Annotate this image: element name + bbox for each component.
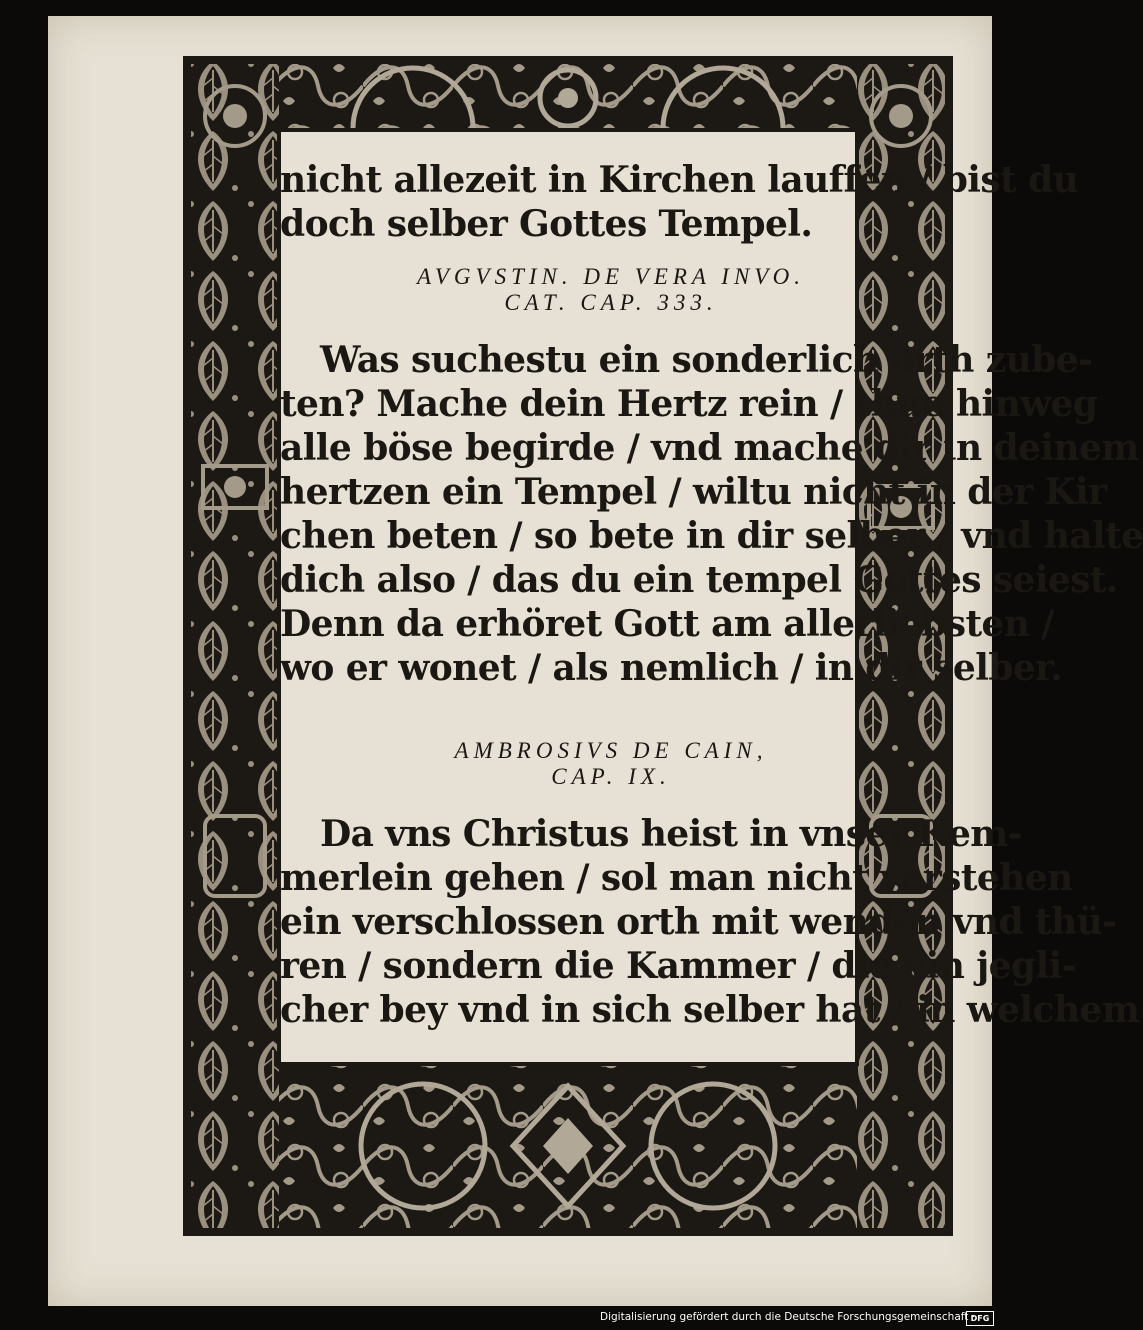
- section-heading-augustin: AVGVSTIN. DE VERA INVO.: [416, 264, 806, 289]
- text-line: chen beten / so bete in dir selber / vnd halte: [280, 515, 1143, 557]
- text-line: ten? Mache dein Hertz rein / thue hinweg: [280, 383, 1098, 425]
- book-page: [48, 16, 1143, 1306]
- text-line: cher bey vnd in sich selber hat / in welchem: [280, 989, 1140, 1031]
- text-line: hertzen ein Tempel / wiltu nicht in der Kir: [280, 471, 1107, 513]
- text-line: dich also / das du ein tempel Gottes seiest.: [280, 559, 1118, 601]
- text-line: Was suchestu ein sonderlich orth zube-: [320, 339, 1093, 381]
- text-line: doch selber Gottes Tempel.: [280, 203, 813, 245]
- text-line: nicht allezeit in Kirchen lauffen / bist du: [280, 159, 1079, 201]
- section-heading-ambrosius-cont: CAP. IX.: [551, 764, 671, 789]
- section-heading-augustin-cont: CAT. CAP. 333.: [504, 290, 718, 315]
- text-line: alle böse begirde / vnd mache dir in deinem: [280, 427, 1139, 469]
- text-line: merlein gehen / sol man nicht verstehen: [280, 857, 1073, 899]
- section-heading-ambrosius: AMBROSIVS DE CAIN,: [454, 738, 768, 763]
- dfg-logo-icon: DFG: [966, 1311, 994, 1326]
- text-line: wo er wonet / als nemlich / in dir selber.: [280, 647, 1063, 689]
- text-line: ein verschlossen orth mit wenden vnd thü-: [280, 901, 1117, 943]
- text-line: Denn da erhöret Gott am allerliebsten /: [280, 603, 1054, 645]
- text-line: Da vns Christus heist in vnser Kem-: [320, 813, 1023, 855]
- digitization-credit: Digitalisierung gefördert durch die Deutsche Forschungsgemeinschaft ·: [600, 1311, 976, 1323]
- text-line: ren / sondern die Kammer / die ein jegli-: [280, 945, 1076, 987]
- text-block: [280, 158, 1143, 1058]
